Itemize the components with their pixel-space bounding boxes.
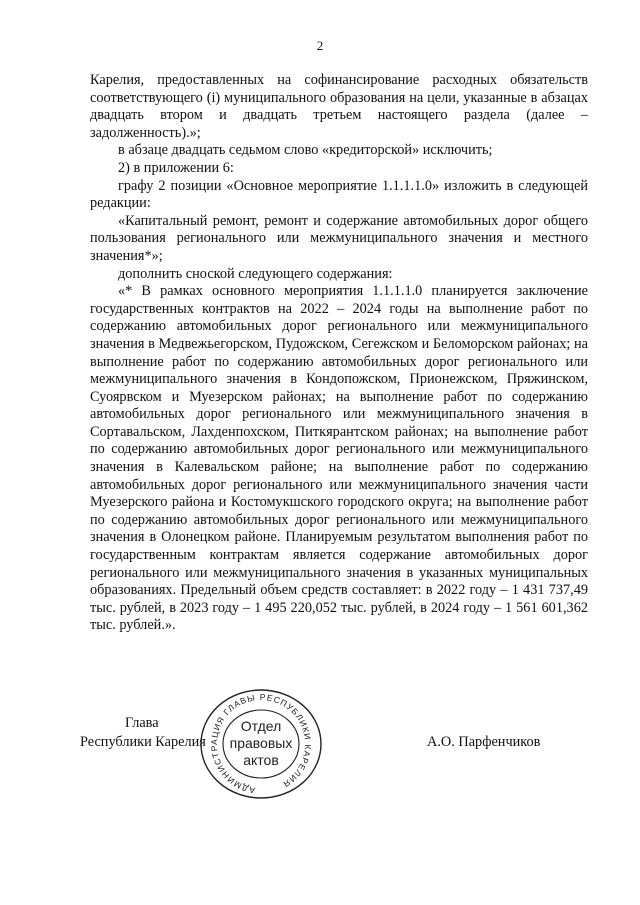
paragraph: дополнить сноской следующего содержания: xyxy=(118,265,393,282)
signatory-organization: Республики Карелия xyxy=(80,734,206,750)
stamp-line-2: правовых xyxy=(229,735,293,751)
paragraph: графу 2 позиции «Основное мероприятие 1.1.1.1.0» изложить в следующей редакции: xyxy=(90,177,588,212)
document-body xyxy=(90,72,588,635)
signatory-title: Глава xyxy=(125,715,159,731)
paragraph: Карелия, предоставленных на софинансирование расходных обязательств соответствующего (i) муниципального образования на цели, указанные в абзацах двадцать втором и двадцать третьем настоящего раздела (далее – задолженность).»; xyxy=(90,72,588,141)
stamp-line-1: Отдел xyxy=(240,718,282,734)
paragraph: 2) в приложении 6: xyxy=(118,159,234,176)
stamp-line-3: актов xyxy=(243,752,279,768)
page-number: 2 xyxy=(316,38,324,53)
signatory-name: А.О. Парфенчиков xyxy=(427,734,541,750)
paragraph: «* В рамках основного мероприятия 1.1.1.1.0 планируется заключение государственных контрактов на 2022 – 2024 годы на выполнение работ по содержанию автомобильных дорог регионального или межмуниципального значения в Медвежьегорском, Пудожском, Сегежском и Беломорском районах; на выполнение работ по содержанию автомобильных дорог регионального или межмуниципального значения в Кондопожском, Прионежском, Пряжинском, Суоярвском и Муезерском районах; на выполнение работ по содержанию автомобильных дорог регионального или межмуниципального значения в Сортавальском, Лахденпохском, Питкярантском районах; на выполнение работ по содержанию автомобильных дорог регионального или межмуниципального значения в Калевальском районе; на выполнение работ по содержанию автомобильных дорог регионального или межмуниципального значения части Муезерского района и Костомукшского городского округа; на выполнение работ по содержанию автомобильных дорог регионального или межмуниципального значения в Олонецком районе. Планируемым результатом выполнения работ по государственным контрактам является содержание автомобильных дорог регионального или межмуниципального значения в указанных муниципальных образованиях. Предельный объем средств составляет: в 2022 году – 1 431 737,49 тыс. рублей, в 2023 году – 1 495 220,052 тыс. рублей, в 2024 году – 1 561 601,362 тыс. рублей.». xyxy=(90,283,588,634)
paragraph: в абзаце двадцать седьмом слово «кредиторской» исключить; xyxy=(118,142,493,159)
paragraph: «Капитальный ремонт, ремонт и содержание автомобильных дорог общего пользования регионального или межмуниципального значения и местного значения*»; xyxy=(90,212,588,264)
stamp-ring-text: АДМИНИСТРАЦИЯ ГЛАВЫ РЕСПУБЛИКИ КАРЕЛИЯ xyxy=(208,691,314,796)
official-stamp xyxy=(196,686,326,802)
